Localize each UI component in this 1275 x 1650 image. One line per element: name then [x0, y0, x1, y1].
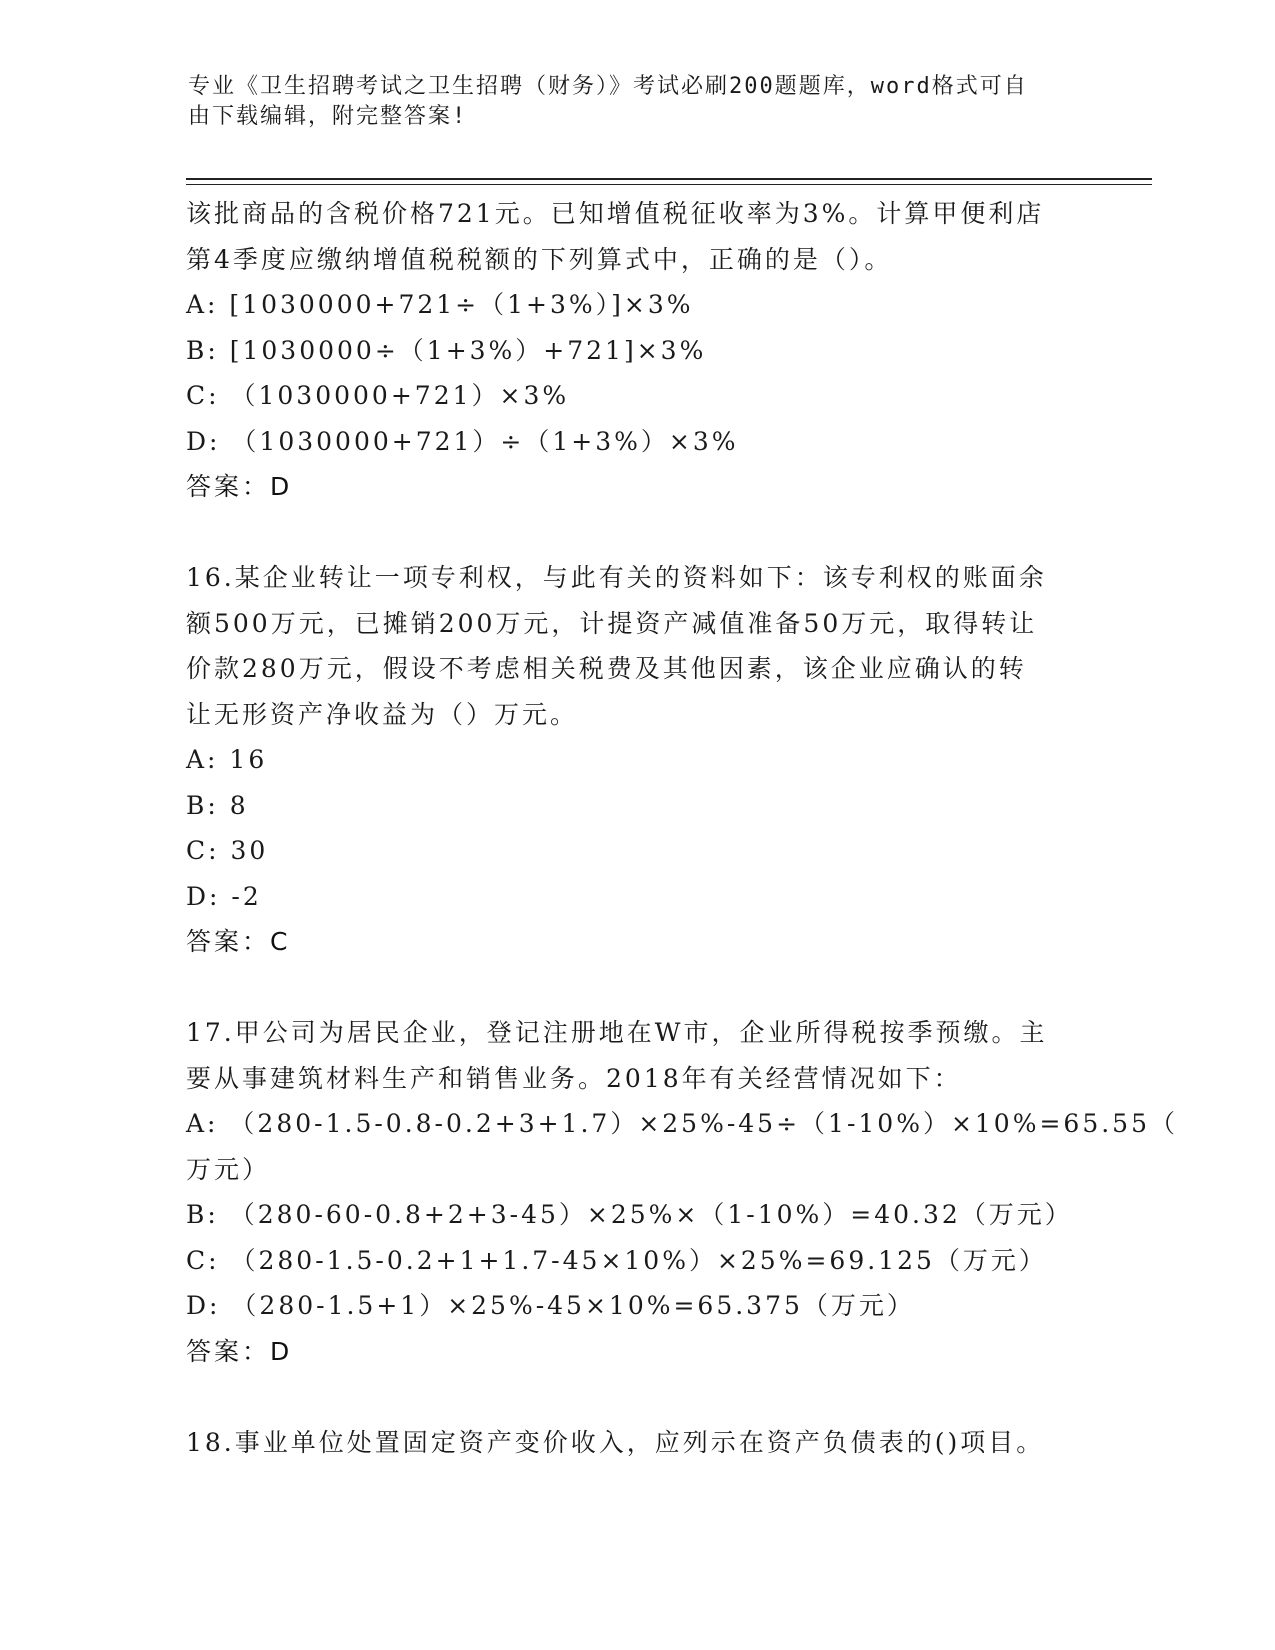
question-spacer — [186, 1374, 1086, 1420]
question-17-option-a-line-1: A: （280-1.5-0.8-0.2+3+1.7）×25%-45÷（1-10%）×10%=65.55（ — [186, 1109, 1178, 1138]
question-18 — [186, 1420, 1086, 1466]
question-15-option-c: C: （1030000+721）×3% — [186, 381, 570, 410]
question-15-answer: 答案：D — [186, 472, 293, 501]
question-16-stem-line-1: 16.某企业转让一项专利权，与此有关的资料如下：该专利权的账面余 — [186, 563, 1047, 592]
question-16-stem-line-4: 让无形资产净收益为（）万元。 — [186, 699, 579, 729]
question-16-option-b: B: 8 — [186, 790, 249, 820]
question-15-stem-line-1: 该批商品的含税价格721元。已知增值税征收率为3%。计算甲便利店 — [186, 199, 1045, 228]
question-18-stem-line-1: 18.事业单位处置固定资产变价收入，应列示在资产负债表的()项目。 — [186, 1427, 1045, 1457]
question-16 — [186, 555, 1086, 965]
header-divider-thick — [186, 178, 1152, 180]
question-17-option-c: C: （280-1.5-0.2+1+1.7-45×10%）×25%=69.125（万元） — [186, 1245, 1047, 1275]
question-15-option-a: A: [1030000+721÷（1+3%）]×3% — [186, 290, 694, 319]
header-title-line-1: 专业《卫生招聘考试之卫生招聘（财务）》考试必刷200题题库，word格式可自 — [188, 74, 1028, 99]
header-title-line-2: 由下载编辑，附完整答案! — [188, 104, 468, 129]
question-17-answer: 答案：D — [186, 1336, 293, 1366]
question-spacer — [186, 965, 1086, 1011]
question-15-option-d: D: （1030000+721）÷（1+3%）×3% — [186, 426, 739, 456]
question-spacer — [186, 510, 1086, 556]
question-15 — [186, 191, 1086, 510]
question-16-stem-line-3: 价款280万元，假设不考虑相关税费及其他因素，该企业应确认的转 — [186, 654, 1027, 683]
question-16-stem-line-2: 额500万元，已摊销200万元，计提资产减值准备50万元，取得转让 — [186, 608, 1038, 638]
question-17-stem-line-1: 17.甲公司为居民企业，登记注册地在W市，企业所得税按季预缴。主 — [186, 1018, 1048, 1047]
question-16-option-c: C: 30 — [186, 836, 269, 865]
header-divider-thin — [186, 184, 1152, 185]
document-body — [186, 191, 1178, 1465]
question-17 — [186, 1010, 1178, 1374]
question-17-option-d: D: （280-1.5+1）×25%-45×10%=65.375（万元） — [186, 1291, 915, 1320]
question-16-answer: 答案：C — [186, 927, 291, 956]
question-16-option-a: A: 16 — [186, 745, 268, 774]
question-17-option-a-line-2: 万元） — [186, 1154, 271, 1184]
question-17-option-b: B: （280-60-0.8+2+3-45）×25%×（1-10%）=40.32（万元） — [186, 1200, 1073, 1229]
question-15-option-b: B: [1030000÷（1+3%）+721]×3% — [186, 335, 707, 365]
document-header — [188, 72, 1068, 132]
question-16-option-d: D: -2 — [186, 881, 262, 911]
question-17-stem-line-2: 要从事建筑材料生产和销售业务。2018年有关经营情况如下： — [186, 1063, 962, 1093]
question-15-stem-line-2: 第4季度应缴纳增值税税额的下列算式中，正确的是（）。 — [186, 244, 893, 274]
